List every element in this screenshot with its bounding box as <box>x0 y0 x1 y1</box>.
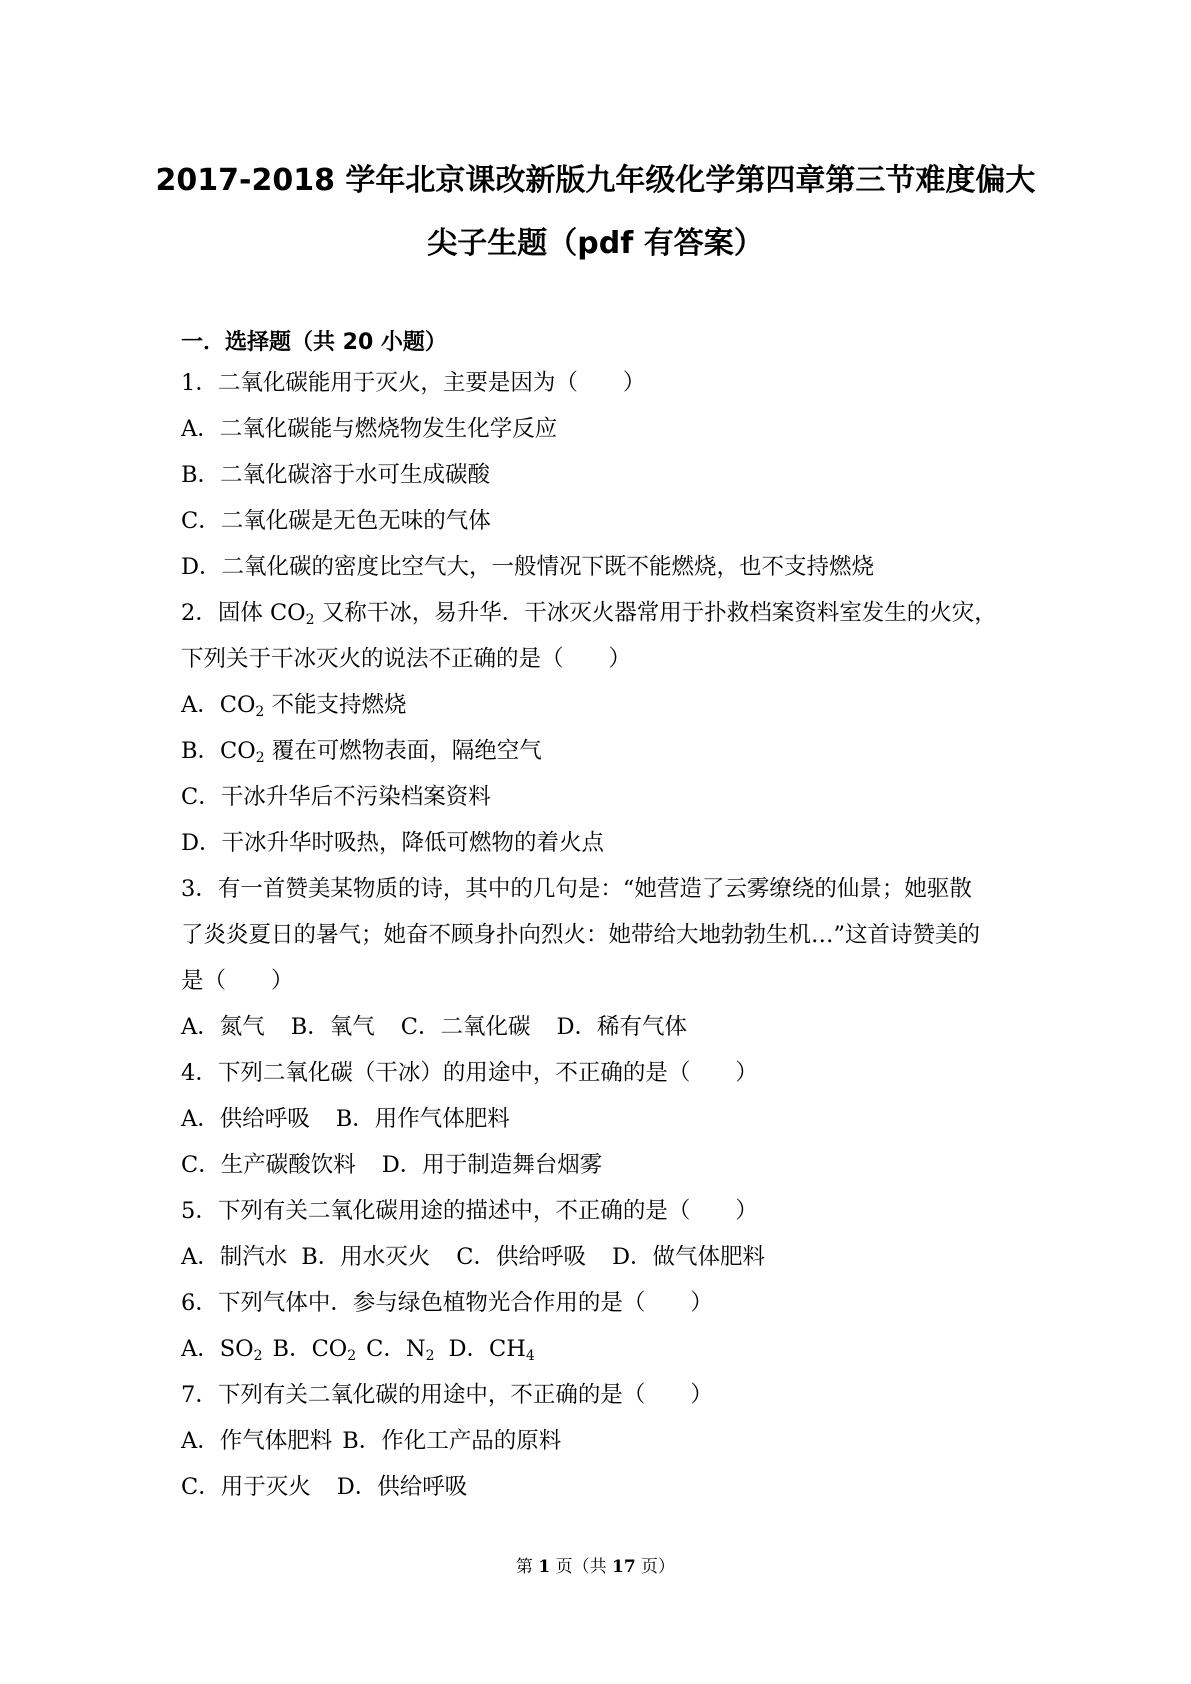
question-2-option-c: C．干冰升华后不污染档案资料 <box>181 784 491 810</box>
question-6-option-d: D．$CH_4$ <box>448 1336 535 1364</box>
question-7-option-c: C．用于灭火 <box>181 1474 311 1500</box>
question-1-option-d: D．二氧化碳的密度比空气大，一般情况下既不能燃烧，也不支持燃烧 <box>181 554 875 580</box>
question-6-option-c: C．$N_2$ <box>366 1336 435 1364</box>
document-title-line2: 尖子生题（pdf 有答案） <box>427 226 764 261</box>
question-4-option-b: B．用作气体肥料 <box>335 1106 510 1132</box>
question-6-option-b: B．$CO_2$ <box>272 1336 357 1364</box>
question-6-stem: 6．下列气体中．参与绿色植物光合作用的是（ ） <box>181 1290 713 1316</box>
question-1-option-b: B．二氧化碳溶于水可生成碳酸 <box>181 462 491 488</box>
question-7-option-a: A．作气体肥料 <box>181 1428 333 1454</box>
question-3-option-d: D．稀有气体 <box>556 1014 688 1040</box>
question-5-options <box>181 1242 765 1272</box>
question-3-option-a: A．氮气 <box>181 1014 265 1040</box>
question-3-stem-line1: 3．有一首赞美某物质的诗，其中的几句是：“她营造了云雾缭绕的仙景；她驱散 <box>181 876 972 902</box>
question-5-option-c: C．供给呼吸 <box>456 1244 587 1270</box>
question-2-option-a: A．$CO_2$ 不能支持燃烧 <box>181 692 407 720</box>
question-4-option-c: C．生产碳酸饮料 <box>181 1152 356 1178</box>
question-2-stem-line2: 下列关于干冰灭火的说法不正确的是（ ） <box>181 646 632 672</box>
question-7-options-ab <box>181 1426 561 1456</box>
document-title-line1: 2017-2018 学年北京课改新版九年级化学第四章第三节难度偏大 <box>155 163 1036 198</box>
question-5-option-b: B．用水灭火 <box>301 1244 431 1270</box>
question-7-stem: 7．下列有关二氧化碳的用途中，不正确的是（ ） <box>181 1382 713 1408</box>
question-4-option-a: A．供给呼吸 <box>181 1106 310 1132</box>
page-footer: 第 1 页（共 17 页） <box>515 1557 676 1577</box>
question-1-option-a: A．二氧化碳能与燃烧物发生化学反应 <box>181 416 558 442</box>
question-3-option-b: B．氧气 <box>290 1014 375 1040</box>
page-total: 17 <box>611 1557 636 1577</box>
question-3-options <box>181 1012 687 1042</box>
section-heading: 一．选择题（共 20 小题） <box>181 330 447 355</box>
question-7-option-d: D．供给呼吸 <box>336 1474 468 1500</box>
question-5-option-d: D．做气体肥料 <box>612 1244 766 1270</box>
question-3-stem-line3: 是（ ） <box>181 968 294 994</box>
question-1-option-c: C．二氧化碳是无色无味的气体 <box>181 508 491 534</box>
question-4-options-cd <box>181 1150 602 1180</box>
question-3-option-c: C．二氧化碳 <box>400 1014 531 1040</box>
question-2-stem: 2．固体 $CO_2$ 又称干冰，易升华．干冰灭火器常用于扑救档案资料室发生的火灾， <box>181 600 997 628</box>
question-6-option-a: A．$SO_2$ <box>181 1336 263 1364</box>
question-5-option-a: A．制汽水 <box>181 1244 288 1270</box>
question-6-options <box>181 1334 535 1364</box>
question-4-stem: 4．下列二氧化碳（干冰）的用途中，不正确的是（ ） <box>181 1060 758 1086</box>
question-2-option-b: B．$CO_2$ 覆在可燃物表面，隔绝空气 <box>181 738 542 766</box>
question-4-option-d: D．用于制造舞台烟雾 <box>381 1152 603 1178</box>
question-1-stem: 1．二氧化碳能用于灭火，主要是因为（ ） <box>181 370 646 396</box>
question-4-options-ab <box>181 1104 510 1134</box>
question-2-option-d: D．干冰升华时吸热，降低可燃物的着火点 <box>181 830 605 856</box>
question-3-stem-line2: 了炎炎夏日的暑气；她奋不顾身扑向烈火：她带给大地勃勃生机…”这首诗赞美的 <box>181 922 981 948</box>
page-number: 1 <box>538 1557 551 1577</box>
question-5-stem: 5．下列有关二氧化碳用途的描述中，不正确的是（ ） <box>181 1198 758 1224</box>
question-7-options-cd <box>181 1472 467 1502</box>
question-7-option-b: B．作化工产品的原料 <box>342 1428 562 1454</box>
